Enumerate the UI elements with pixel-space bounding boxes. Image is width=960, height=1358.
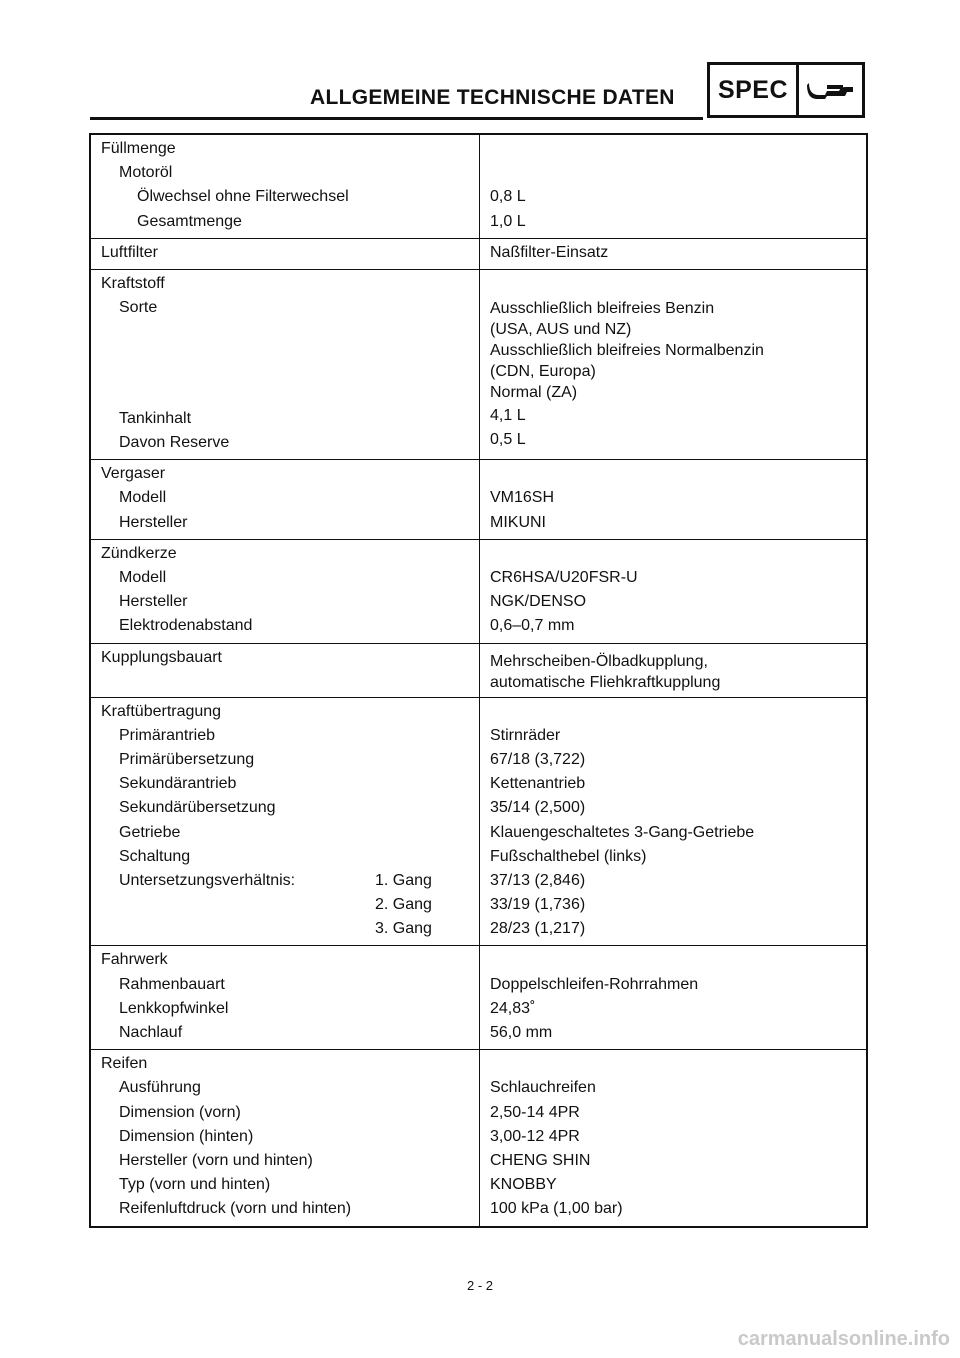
- spec-badge: [707, 62, 865, 118]
- spec-value-line: Ausschließlich bleifreies Benzin: [490, 300, 715, 318]
- spec-label: Rahmenbauart: [119, 975, 225, 993]
- spec-value: Schlauchreifen: [490, 1079, 596, 1097]
- spec-label: Kupplungsbauart: [101, 648, 222, 666]
- spec-value: Mehrscheiben-Ölbadkupplung, automatische Fliehkraftkupplung: [490, 652, 721, 691]
- spec-label: Hersteller: [119, 513, 188, 531]
- spec-table: [89, 133, 868, 1228]
- section-heading: Kraftstoff: [101, 274, 165, 292]
- wrench-icon: [799, 65, 862, 115]
- spec-label: Ausführung: [119, 1079, 201, 1097]
- spec-value: 28/23 (1,217): [490, 920, 586, 938]
- section-heading: Füllmenge: [101, 140, 176, 157]
- header-rule: [90, 117, 703, 120]
- spec-value: 4,1 L: [490, 407, 526, 425]
- spec-value-line: Normal (ZA): [490, 384, 578, 402]
- spec-value: 0,6–0,7 mm: [490, 617, 575, 635]
- spec-value: 1,0 L: [490, 212, 526, 230]
- spec-label: Davon Reserve: [119, 434, 230, 452]
- spec-value-line: (CDN, Europa): [490, 363, 596, 381]
- spec-value: KNOBBY: [490, 1176, 557, 1194]
- spec-label: Nachlauf: [119, 1024, 183, 1041]
- spec-value: 67/18 (3,722): [490, 750, 586, 768]
- section-reifen: [91, 1050, 866, 1225]
- spec-value: 2,50-14 4PR: [490, 1103, 580, 1121]
- spec-value: 37/13 (2,846): [490, 871, 586, 889]
- spec-label: SPEC: [710, 65, 799, 115]
- section-heading: Zündkerze: [101, 544, 177, 562]
- spec-label: Sorte: [119, 299, 158, 317]
- page-number: 2 - 2: [466, 1278, 493, 1293]
- spec-label: Schaltung: [119, 847, 191, 865]
- spec-label: Motoröl: [119, 164, 173, 182]
- spec-label: Reifenluftdruck (vorn und hinten): [119, 1200, 352, 1218]
- section-heading: Vergaser: [101, 465, 166, 483]
- gear-label: 1. Gang: [375, 871, 432, 889]
- spec-label: Gesamtmenge: [137, 212, 242, 230]
- spec-value: Kettenantrieb: [490, 775, 586, 793]
- spec-value: CHENG SHIN: [490, 1151, 591, 1169]
- spec-label: Ölwechsel ohne Filterwechsel: [137, 188, 349, 206]
- spec-label: Hersteller: [119, 593, 188, 611]
- spec-value: CR6HSA/U20FSR-U: [490, 569, 638, 586]
- spec-value: 35/14 (2,500): [490, 799, 586, 817]
- section-kupplung: [91, 644, 866, 698]
- spec-value: NGK/DENSO: [490, 593, 587, 611]
- spec-label: Hersteller (vorn und hinten): [119, 1151, 313, 1169]
- spec-label: Dimension (hinten): [119, 1127, 254, 1145]
- section-heading: Reifen: [101, 1055, 148, 1073]
- untersetzung-row: [91, 869, 479, 893]
- spec-value: 0,8 L: [490, 188, 526, 206]
- spec-label: Luftfilter: [101, 243, 158, 261]
- spec-label: Untersetzungsverhältnis:: [119, 871, 296, 889]
- spec-label: Dimension (vorn): [119, 1103, 241, 1121]
- gear-label: 2. Gang: [375, 896, 432, 914]
- spec-value: Naßfilter-Einsatz: [490, 243, 609, 261]
- spec-label: Primärübersetzung: [119, 750, 255, 768]
- spec-label: Typ (vorn und hinten): [119, 1176, 271, 1194]
- spec-label: Elektrodenabstand: [119, 617, 253, 635]
- spec-label: Primärantrieb: [119, 726, 216, 744]
- section-kraftstoff: [91, 270, 866, 460]
- spec-value: MIKUNI: [490, 513, 546, 531]
- spec-value: 24,83˚: [490, 999, 536, 1017]
- spec-label: Modell: [119, 489, 167, 507]
- spec-value: Fußschalthebel (links): [490, 847, 647, 865]
- spec-value-line: (USA, AUS und NZ): [490, 321, 632, 339]
- section-fuellmenge: [91, 135, 866, 239]
- spec-value: 100 kPa (1,00 bar): [490, 1200, 623, 1218]
- spec-value: 0,5 L: [490, 431, 526, 449]
- spec-value: Klauengeschaltetes 3-Gang-Getriebe: [490, 823, 755, 841]
- section-heading: Kraftübertragung: [101, 702, 222, 720]
- spec-value: 3,00-12 4PR: [490, 1127, 580, 1145]
- gear-label: 3. Gang: [375, 920, 432, 938]
- spec-label: Getriebe: [119, 823, 181, 841]
- spec-value-line: Ausschließlich bleifreies Normalbenzin: [490, 342, 764, 360]
- spec-label: Sekundärantrieb: [119, 775, 237, 793]
- section-zuendkerze: [91, 540, 866, 644]
- section-heading: Fahrwerk: [101, 951, 168, 969]
- spec-value: Stirnräder: [490, 726, 561, 744]
- spec-value: Doppelschleifen-Rohrrahmen: [490, 975, 699, 993]
- spec-label: Tankinhalt: [119, 409, 192, 427]
- watermark: carmanualsonline.info: [737, 1328, 950, 1350]
- spec-label: Modell: [119, 569, 167, 586]
- section-kraftuebertragung: [91, 698, 866, 947]
- spec-label: Sekundärübersetzung: [119, 799, 276, 817]
- section-luftfilter: [91, 239, 866, 270]
- spec-value: 56,0 mm: [490, 1024, 553, 1041]
- spec-label: Lenkkopfwinkel: [119, 999, 229, 1017]
- page-title: ALLGEMEINE TECHNISCHE DATEN: [310, 86, 675, 109]
- spec-value: 33/19 (1,736): [490, 896, 586, 914]
- spec-value: VM16SH: [490, 489, 555, 507]
- section-vergaser: [91, 460, 866, 540]
- section-fahrwerk: [91, 946, 866, 1050]
